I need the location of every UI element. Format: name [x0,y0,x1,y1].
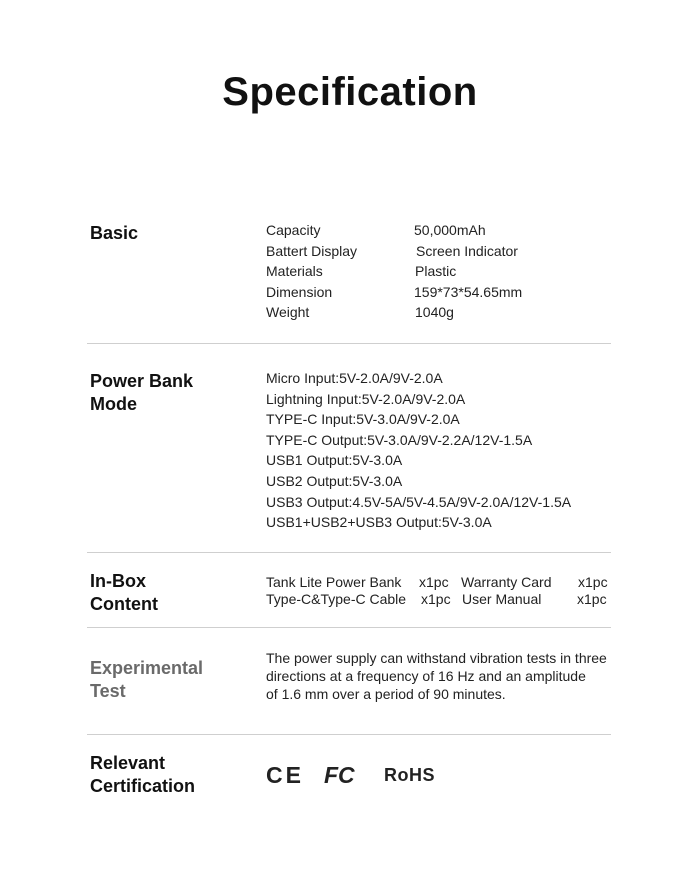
in-box-section [90,570,611,615]
spec-line: TYPE-C Input:5V-3.0A/9V-2.0A [266,411,460,428]
power-bank-heading: Power Bank Mode [90,371,194,414]
basic-heading: Basic [90,223,139,243]
spec-label: Battert Display [266,242,358,259]
spec-value: Screen Indicator [416,242,518,259]
spec-value: 159*73*54.65mm [414,283,523,300]
spec-value: Plastic [415,263,457,280]
in-box-qty: x1pc [419,574,449,590]
basic-section [90,220,611,330]
spec-label: Materials [266,263,323,280]
power-bank-spec-list [266,368,571,533]
experimental-section [90,648,611,708]
in-box-item: Type-C&Type-C Cable [266,591,407,607]
spec-line: Lightning Input:5V-2.0A/9V-2.0A [266,390,466,407]
rohs-mark-icon: RoHS [384,764,435,785]
section-divider [87,343,611,344]
spec-value: 50,000mAh [414,222,486,238]
in-box-item: Warranty Card [461,574,552,590]
description-line: The power supply can withstand vibration tests in three [266,650,607,666]
section-divider [87,627,611,628]
power-bank-section [90,368,611,538]
experimental-heading: Experimental Test [90,658,204,701]
certification-heading: Relevant Certification [90,753,196,796]
spec-line: USB3 Output:4.5V-5A/5V-4.5A/9V-2.0A/12V-1.5A [266,493,572,510]
spec-line: Micro Input:5V-2.0A/9V-2.0A [266,370,443,386]
certification-marks [266,760,435,790]
spec-line: USB1+USB2+USB3 Output:5V-3.0A [266,514,492,531]
description-line: of 1.6 mm over a period of 90 minutes. [266,686,506,702]
in-box-qty: x1pc [578,574,608,590]
in-box-heading: In-Box Content [90,571,158,614]
certification-section [90,752,611,802]
fcc-mark-icon: FC [324,761,355,788]
section-divider [87,734,611,735]
in-box-item: User Manual [462,591,542,607]
spec-label: Capacity [266,222,321,238]
spec-label: Dimension [266,283,333,300]
section-divider [87,552,611,553]
in-box-row [266,591,611,608]
in-box-list [266,574,611,608]
spec-line: TYPE-C Output:5V-3.0A/9V-2.2A/12V-1.5A [266,431,533,448]
in-box-qty: x1pc [577,591,607,607]
in-box-row [266,574,611,591]
description-line: directions at a frequency of 16 Hz and an amplitude [266,668,586,684]
in-box-qty: x1pc [421,591,451,607]
spec-line: USB1 Output:5V-3.0A [266,452,403,469]
ce-mark-icon: CE [266,761,304,788]
in-box-item: Tank Lite Power Bank [266,574,402,590]
spec-value: 1040g [415,304,454,321]
spec-line: USB2 Output:5V-3.0A [266,472,403,489]
experimental-description [266,649,616,703]
spec-label: Weight [266,304,310,321]
page-title: Specification [222,70,478,114]
